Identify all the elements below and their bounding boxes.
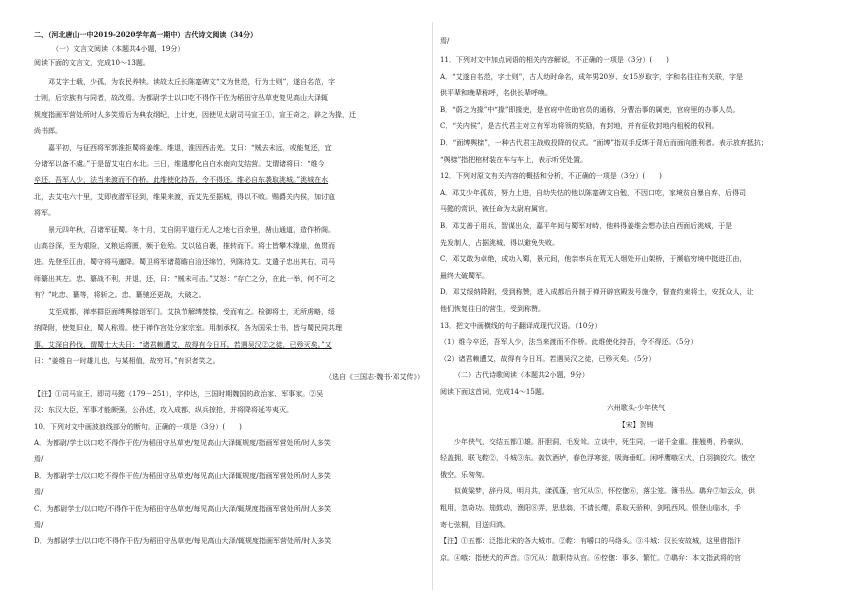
question-11-options: [440, 72, 832, 165]
poem-line: 轻盖拥，联飞鞚②，斗城③东。轰饮酒垆，春色浮寒瓮，吸海垂虹。闲呼鹰嗾④犬，白羽摘狡穴。俄空: [440, 454, 755, 463]
option-d-cont: “舆榇”指把棺材装在车与车上，表示听凭处置。: [440, 155, 588, 164]
passage-note: [34, 386, 424, 419]
option-a-cont: 供平辈和晚辈称呼，名供长辈呼唤。: [440, 89, 552, 98]
option-b[interactable]: B．邓艾善于用兵，智谋出众，嘉平年间与蜀军对峙，他料得姜维会想办法自西面后洮城，于是: [440, 221, 733, 230]
subsection-heading: （一）文言文阅读（本题共4小题，19分）: [52, 45, 185, 53]
passage-line: 山高谷深，至为艰险，又粮运将匮，频于危殆。艾以毡自裹，推转而下。将士皆攀木缘崖，鱼贯而: [34, 242, 335, 251]
option-c[interactable]: C．为都尉学士/以口吃/不得作干佐为稻田守丛草吏/每见高山大泽/辄规度指画军营处所/时人多笑: [34, 504, 332, 513]
passage-paragraph-4: [34, 304, 424, 370]
subsection-heading-2: （二）古代诗歌阅读（本题共2小题，9分）: [454, 371, 589, 380]
column-divider: [432, 22, 433, 590]
poem-body: [440, 437, 832, 530]
passage-line: 进。先登至江由，蜀守将马邈降。蜀卫将军诸葛瞻自涪还绵竹，列陈待艾。艾遣子忠出其右，司马: [34, 258, 335, 267]
question-11: 11．下列对文中加点词语的相关内容解说，不正确的一项是（3分）( ): [440, 56, 669, 64]
option-b[interactable]: B．“蔚之为掾”中“掾”即掾吏，是官府中佐助官员的通称，分曹治事的属吏，官府里的办事人员。: [440, 105, 740, 114]
underlined-sentence: 卒还，吾军人少，法当来渡而不作桥。此维使化持吾，令不得还。维必自东袭取洮城。”洮城在水: [34, 176, 329, 185]
option-c[interactable]: C．邓艾敢为卓绝，成功入蜀，景元间，他亲率兵在荒无人烟处开山架桥，于濒临穷境中挺进江由，: [440, 255, 747, 264]
question-13-item-1: （1）维今卒还，吾军人少，法当来渡而不作桥。此维使化持吾，令不得还。（5分）: [440, 338, 698, 347]
option-c-cont: 焉/: [34, 520, 44, 529]
section-heading: 二、（河北唐山一中2019-2020学年高一期中）古代诗文阅读（34分）: [34, 30, 258, 39]
poem-author: 【宋】贺铸: [618, 421, 654, 430]
passage-line: 艾至成都，禅率群臣面缚舆榇诣军门。艾执节解缚焚榇，受而宥之。检御将士，无所虏略，绥: [48, 307, 335, 316]
reading-instruction: 阅读下面的文言文，完成10～13题。: [34, 59, 150, 67]
option-d[interactable]: D．“面缚舆榇”，一种古代君主战败投降的仪式。“面缚”指双手反绑于背后而面向胜利者。表示放弃抵抗；: [440, 138, 768, 147]
option-d[interactable]: D．为都尉学士/以口吃不得作干佐/为稻田守丛草吏/每见高山大泽/辄规度指画军营处所/时人多笑: [34, 537, 332, 546]
option-b-cont: 焉/: [34, 488, 44, 497]
note-line: 汉：东汉大臣，军事才能颇强，公孙述，攻入成都，纵兵掠抢，并将降将延岑夷灭。: [34, 406, 293, 415]
continuation-text: 焉/: [440, 37, 450, 45]
note-line: 【注】①五都：泛指北宋的各大城市。②鞚：有嚼口的马络头。③斗城：汉长安故城，这里借指汴: [440, 537, 741, 546]
poem-line: 少年侠气，交结五都①雄。肝胆洞，毛发耸。立谈中，死生同，一诺千金重。推翘勇，矜豪纵，: [454, 437, 748, 446]
passage-line: 景元四年秋，召诸军征蜀。冬十月，艾自阴平道行无人之地七百余里，凿山通道，造作桥阁。: [48, 225, 335, 234]
passage-line: 曰：“姜维自一时雄儿也，与某相值，故穷耳。”有识者笑之。: [34, 356, 220, 365]
passage-line: 嘉平初，与征西将军郭淮拒蜀将姜维。维退，淮因西击羌。艾曰：“贼去未远，或能复还，宜: [48, 143, 332, 152]
note-line: 京。④嗾：指使犬的声音。⑤冗从：散职侍从官。⑥倥偬：事多、繁忙。⑦鹖弁：本文指武将的官: [440, 553, 741, 562]
reading-instruction-2: 阅读下面这首词，完成14～15题。: [440, 387, 549, 396]
question-12-options: [440, 188, 832, 314]
passage-line: 规度指画军营处所时人多笑焉后为典农纲纪，上计吏，因使见太尉司马宣王①，宣王奇之，辟之为掾，迁: [34, 110, 356, 119]
passage-line: 师纂出其左。忠、纂战不利，并退，还，曰：“贼未可击。”艾怒：“存亡之分，在此一举，何不可之: [34, 274, 336, 283]
option-d[interactable]: D．邓艾绥纳降附，受到称赞，进入成都后升制于禅开辟宫殿发号施令，督查约束将士，安抚众人，让: [440, 288, 754, 297]
passage-line: 北，去艾屯六十里，艾即夜潜军径到，维果来渡，而艾先至据城，得以不败。赐爵关内侯，加讨寇: [34, 192, 335, 201]
poem-line: 粗用，忽奇功。笳鼓动，渔阳⑧弄，思悲翁，不请长缨，系取天骄种，剑吼西风。恨登山临水，手: [440, 504, 741, 513]
option-b[interactable]: B．为都尉学士/以口吃不得作干佐/为稻田守丛草吏/每见高山大泽辄规度/指画军营处所/时人多笑: [34, 471, 331, 480]
poem-title: 六州歌头·少年侠气: [606, 404, 666, 413]
option-a[interactable]: A．为都尉/学士以口吃不得作干佐/为稻田守丛草吏/复见高山大泽辄规度/指画军营处所/时人多笑: [34, 438, 331, 447]
passage-paragraph-2: [34, 140, 424, 222]
option-b-cont: 先发制人，占据洮城，得以避免失败。: [440, 238, 559, 247]
question-10-options: [34, 435, 424, 550]
passage-line: 邓艾字士载，少孤，为农民养犊。读故太丘长陈寔碑文“文为世范，行为士则”，遂自名范，字: [48, 78, 336, 86]
question-10: 10．下列对文中画波浪线部分的断句，正确的一项是（3分）( ): [34, 422, 242, 431]
passage-line: 有？”叱忠、纂等，将斩之。忠、纂驰还更战，大破之。: [34, 291, 206, 300]
passage-line: 分诸军以备不虞。”于是留艾屯白水北。三日，维遣廖化自白水南向艾结营。艾谓诸将曰：“维今: [34, 160, 325, 169]
passage-line: 士则，后宗族有与同者，故改焉。为都尉学士以口吃不得作干佐为稻田守丛草吏复见高山大泽辄: [34, 94, 328, 103]
option-d-cont: 他们恢复往日的营生，受到称赞。: [440, 304, 545, 313]
option-a[interactable]: A．邓艾少年孤贫，努力上进，自幼失怙的他以陈寔碑文自勉，不因口吃，家境贫自暴自弃，后得司: [440, 188, 747, 197]
top-margin: [0, 0, 860, 6]
poem-line: 似黄粱梦，辞丹凤，明月共，漾孤蓬，官冗从⑤，怀倥偬⑥，落尘笼。簿书丛。鹖弁⑦如云众，供: [454, 487, 755, 496]
passage-line: 将军。: [34, 209, 55, 218]
underlined-sentence: 事。艾深自矜伐，谓蜀士大夫曰：“诸君赖遭艾，故得有今日耳。若遇吴汉②之徒，已殄灭矣。”又: [34, 340, 332, 349]
option-c[interactable]: C．“关内侯”，是古代君主对立有军功将领的奖励，有封地，并有征收封地内租税的权利。: [440, 122, 719, 131]
poem-note: [440, 536, 832, 563]
passage-line: 纳降附，使复旧业，蜀人称焉。使于禅作宫处分家宗室。用制承权，各为国采士书，皆与蜀民同共理: [34, 324, 342, 333]
passage-source: （选自《三国志·魏书·邓艾传》）: [325, 373, 424, 382]
left-column: [34, 30, 424, 550]
option-a[interactable]: A．“艾遂自名范，字士则”，古人幼时命名，成年男20岁、女15岁取字，字和名往往有关联，字是: [440, 72, 744, 81]
question-13: 13．把文中画横线的句子翻译成现代汉语。（10分）: [440, 321, 602, 330]
option-a-cont: 焉/: [34, 455, 44, 464]
passage-paragraph-1: [34, 74, 424, 140]
poem-line: 寄七弦桐，目送归鸿。: [440, 520, 510, 529]
passage-paragraph-3: [34, 222, 424, 304]
question-12: 12．下列对原文有关内容的概括和分析，不正确的一项是（3分）( ): [440, 172, 662, 181]
question-13-item-2: （2）诸君赖遭艾，故得有今日耳。若遇吴汉之徒，已殄灭矣。（5分）: [440, 354, 656, 363]
poem-line: 俄空。乐匆匆。: [440, 470, 489, 479]
option-a-cont: 马懿的赏识，被任命为太尉府属官。: [440, 205, 552, 214]
note-line: 【注】①司马宣王，即司马懿（179－251），字仲达，三国时期魏国的政治家、军事家。②吴: [34, 389, 324, 398]
passage-line: 尚书郎。: [34, 127, 62, 136]
option-c-cont: 最终大破蜀军。: [440, 271, 489, 280]
right-column: [440, 36, 832, 569]
